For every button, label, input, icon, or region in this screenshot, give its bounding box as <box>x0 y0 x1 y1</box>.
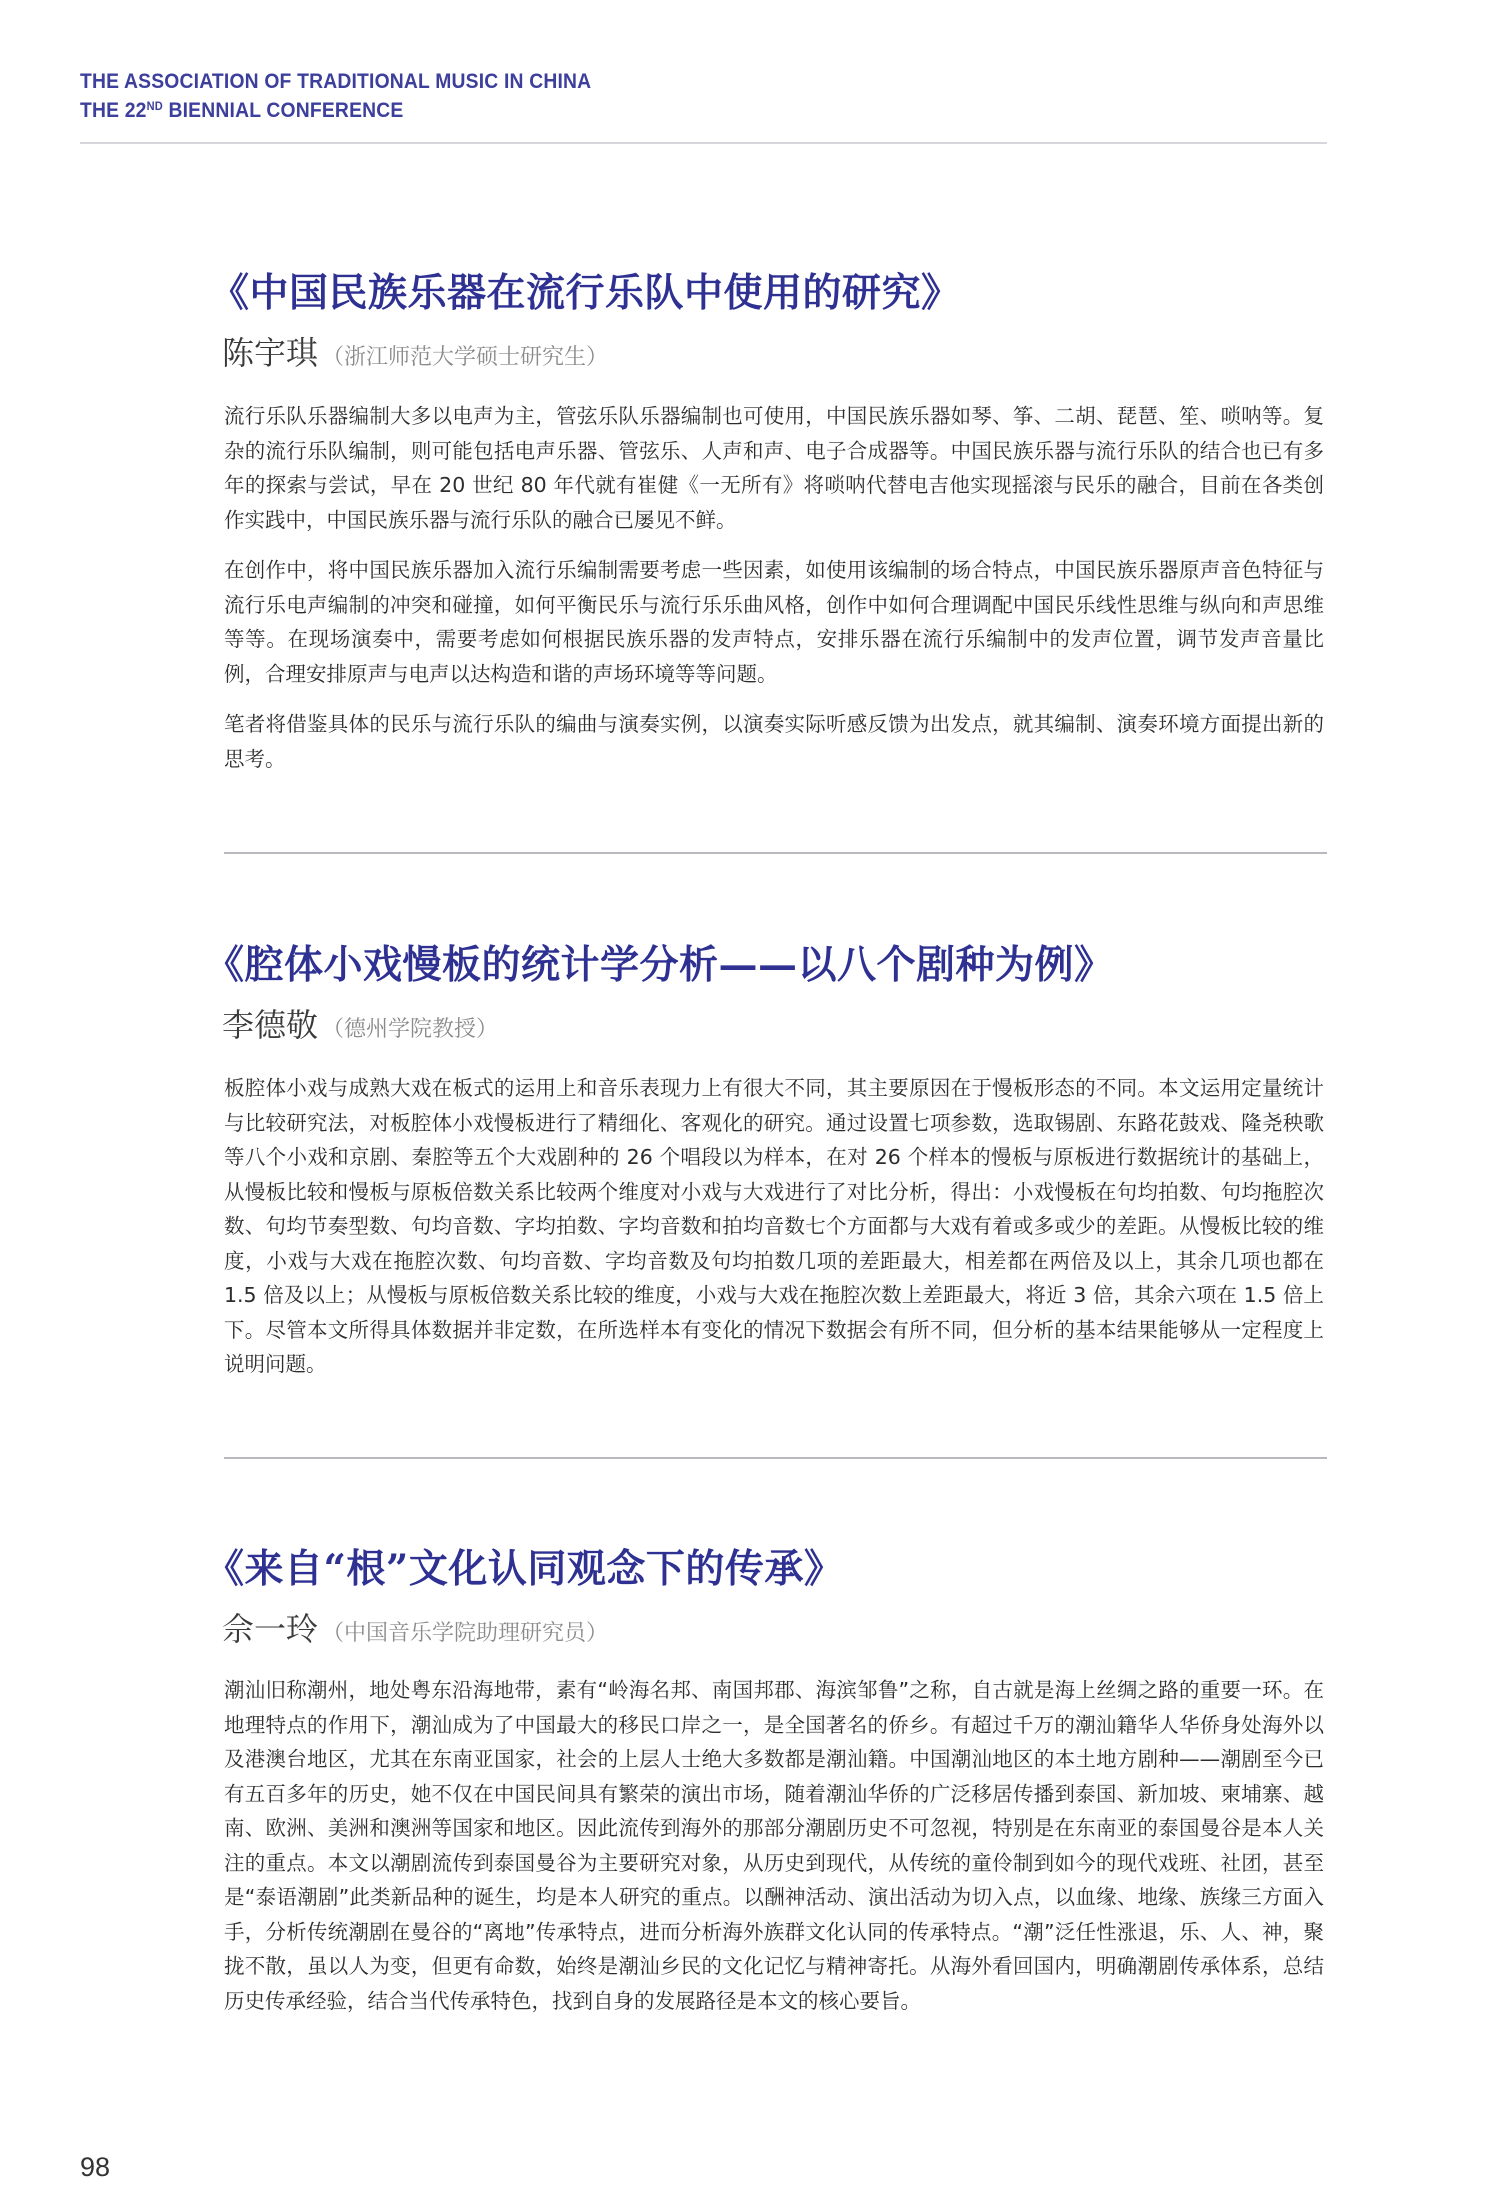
article-2-title: 《腔体小戏慢板的统计学分析——以八个剧种为例》 <box>205 942 1114 988</box>
article-1-title: 《中国民族乐器在流行乐队中使用的研究》 <box>210 270 961 316</box>
article-3-title: 《来自“根”文化认同观念下的传承》 <box>205 1546 844 1592</box>
article-2-abstract <box>224 1071 1324 1398</box>
article-1-author <box>222 328 608 374</box>
header-line-2-prefix: THE 22 <box>80 99 147 122</box>
conference-header <box>80 70 636 123</box>
abstract-paragraph: 在创作中，将中国民族乐器加入流行乐编制需要考虑一些因素，如使用该编制的场合特点，中国民族乐器原声音色特征与流行乐电声编制的冲突和碰撞，如何平衡民乐与流行乐乐曲风格，创作中如何合理调配中国民乐线性思维与纵向和声思维等等。在现场演奏中，需要考虑如何根据民族乐器的发声特点，安排乐器在流行乐编制中的发声位置，调节发声音量比例，合理安排原声与电声以达构造和谐的声场环境等等问题。 <box>224 558 1324 686</box>
abstract-paragraph: 潮汕旧称潮州，地处粤东沿海地带，素有“岭海名邦、南国邦郡、海滨邹鲁”之称，自古就是海上丝绸之路的重要一环。在地理特点的作用下，潮汕成为了中国最大的移民口岸之一，是全国著名的侨乡。有超过千万的潮汕籍华人华侨身处海外以及港澳台地区，尤其在东南亚国家，社会的上层人士绝大多数都是潮汕籍。中国潮汕地区的本土地方剧种——潮剧至今已有五百多年的历史，她不仅在中国民间具有繁荣的演出市场，随着潮汕华侨的广泛移居传播到泰国、新加坡、柬埔寨、越南、欧洲、美洲和澳洲等国家和地区。因此流传到海外的那部分潮剧历史不可忽视，特别是在东南亚的泰国曼谷是本人关注的重点。本文以潮剧流传到泰国曼谷为主要研究对象，从历史到现代，从传统的童伶制到如今的现代戏班、社团，甚至是“泰语潮剧”此类新品种的诞生，均是本人研究的重点。以酬神活动、演出活动为切入点，以血缘、地缘、族缘三方面入手，分析传统潮剧在曼谷的“离地”传承特点，进而分析海外族群文化认同的传承特点。“潮”泛任性涨退，乐、人、神，聚拢不散，虽以人为变，但更有命数，始终是潮汕乡民的文化记忆与精神寄托。从海外看回国内，明确潮剧传承体系，总结历史传承经验，结合当代传承特色，找到自身的发展路径是本文的核心要旨。 <box>224 1678 1324 2013</box>
author-name: 李德敬 <box>222 1006 319 1044</box>
header-line-2 <box>80 94 591 123</box>
author-affiliation: （德州学院教授） <box>322 1017 499 1042</box>
abstract-paragraph: 板腔体小戏与成熟大戏在板式的运用上和音乐表现力上有很大不同，其主要原因在于慢板形态的不同。本文运用定量统计与比较研究法，对板腔体小戏慢板进行了精细化、客观化的研究。通过设置七项参数，选取锡剧、东路花鼓戏、隆尧秧歌等八个小戏和京剧、秦腔等五个大戏剧种的 26 个唱段以为样本，在对 26 个样本的慢板与原板进行数据统计的基础上，从慢板比较和慢板与原板倍数关系比较两个维度对小戏与大戏进行了对比分析，得出：小戏慢板在句均拍数、句均拖腔次数、句均节奏型数、句均音数、字均拍数、字均音数和拍均音数七个方面都与大戏有着或多或少的差距。从慢板比较的维度，小戏与大戏在拖腔次数、句均音数、字均音数及句均拍数几项的差距最大，相差都在两倍及以上，其余几项也都在 1.5 倍及以上；从慢板与原板倍数关系比较的维度，小戏与大戏在拖腔次数上差距最大，将近 3 倍，其余六项在 1.5 倍上下。尽管本文所得具体数据并非定数，在所选样本有变化的情况下数据会有所不同，但分析的基本结果能够从一定程度上说明问题。 <box>224 1076 1324 1376</box>
author-name: 佘一玲 <box>222 1610 319 1648</box>
author-affiliation: （中国音乐学院助理研究员） <box>322 1621 609 1646</box>
article-3-author <box>222 1604 608 1650</box>
header-line-2-suffix: BIENNIAL CONFERENCE <box>162 99 404 122</box>
header-ordinal-suffix: ND <box>146 99 163 113</box>
article-separator <box>224 852 1327 854</box>
abstract-paragraph: 笔者将借鉴具体的民乐与流行乐队的编曲与演奏实例，以演奏实际听感反馈为出发点，就其编制、演奏环境方面提出新的思考。 <box>224 712 1324 771</box>
author-affiliation: （浙江师范大学硕士研究生） <box>322 345 609 370</box>
page-number: 98 <box>80 2152 111 2182</box>
article-separator <box>224 1457 1327 1459</box>
article-2-author <box>222 1000 498 1046</box>
article-1-abstract <box>224 399 1324 792</box>
header-divider <box>80 142 1327 144</box>
abstract-paragraph: 流行乐队乐器编制大多以电声为主，管弦乐队乐器编制也可使用，中国民族乐器如琴、筝、二胡、琵琶、笙、唢呐等。复杂的流行乐队编制，则可能包括电声乐器、管弦乐、人声和声、电子合成器等。中国民族乐器与流行乐队的结合也已有多年的探索与尝试，早在 20 世纪 80 年代就有崔健《一无所有》将唢呐代替电吉他实现摇滚与民乐的融合，目前在各类创作实践中，中国民族乐器与流行乐队的融合已屡见不鲜。 <box>224 404 1324 532</box>
article-3-abstract <box>224 1673 1324 2034</box>
author-name: 陈宇琪 <box>222 334 319 372</box>
header-line-1: THE ASSOCIATION OF TRADITIONAL MUSIC IN CHINA <box>80 70 592 93</box>
